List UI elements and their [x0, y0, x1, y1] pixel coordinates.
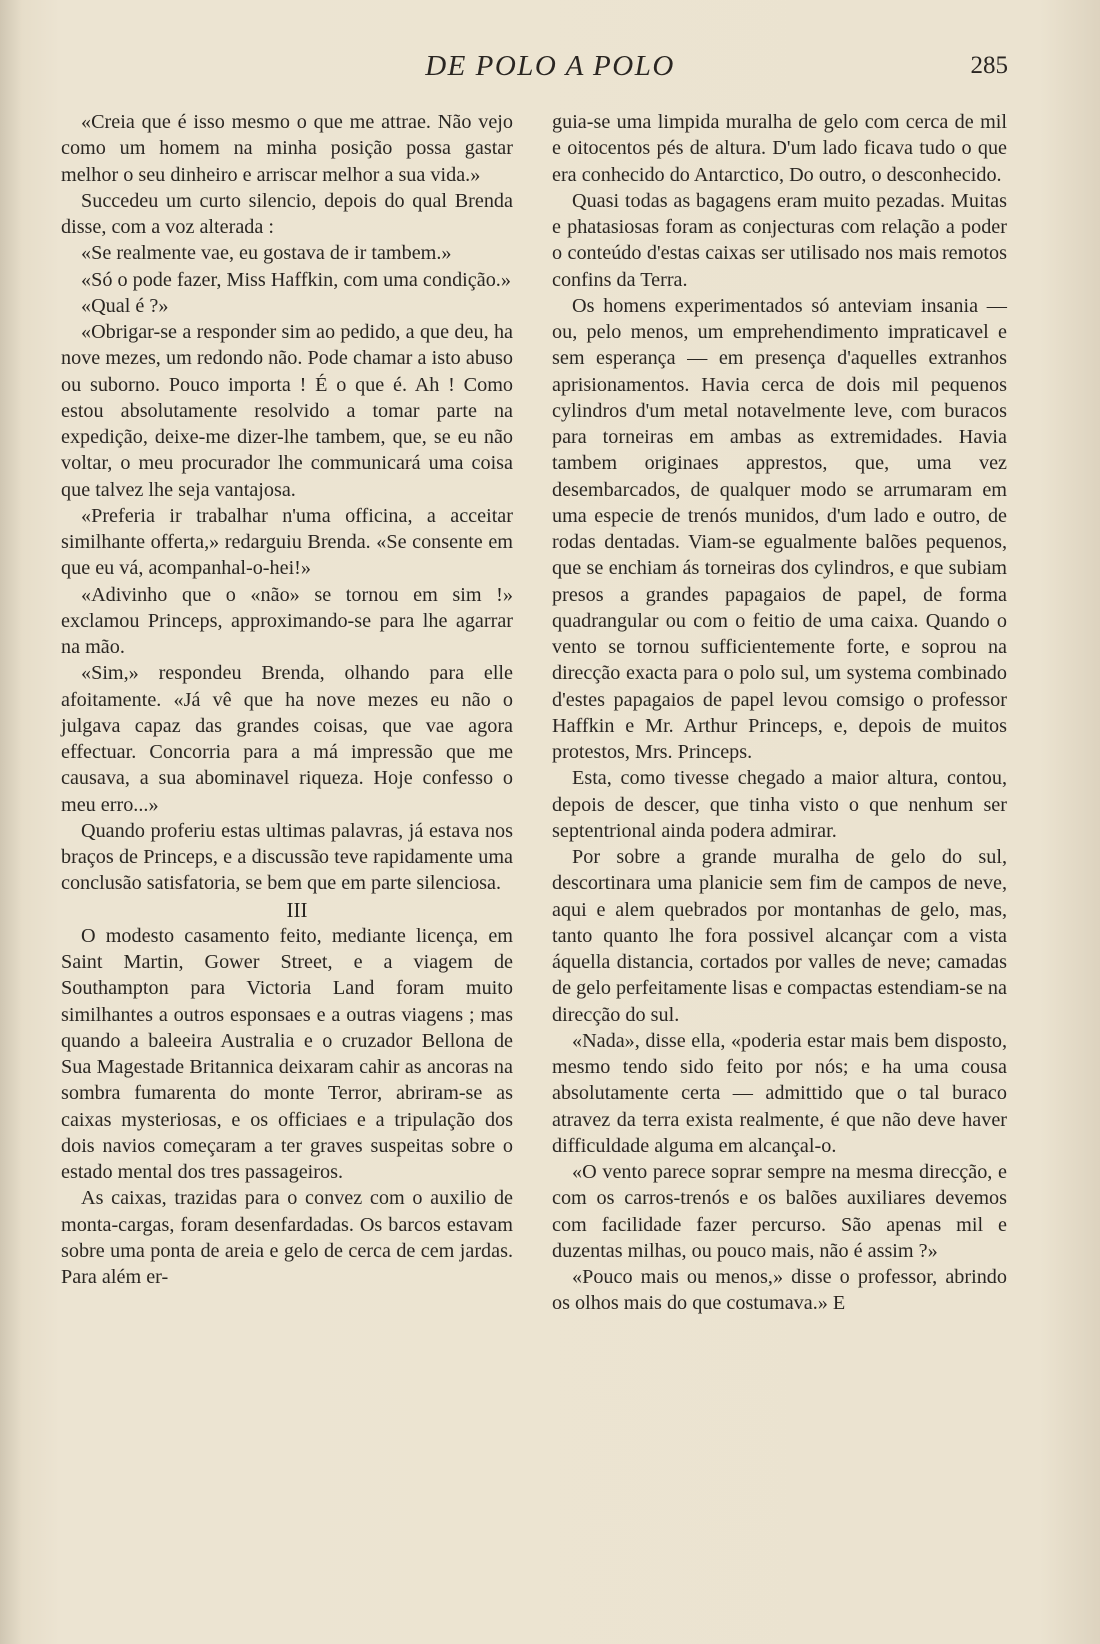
page-header	[0, 50, 1100, 90]
paragraph: Quasi todas as bagagens eram muito pezadas. Muitas e phatasiosas foram as conjecturas com relação a poder o conteúdo d'estas caixas ser utilisado nos mais remotos confins da Terra.	[552, 189, 1007, 291]
paragraph: As caixas, trazidas para o convez com o auxilio de monta-cargas, foram desenfardadas. Os barcos estavam sobre uma ponta de areia e gelo de cerca de cem jardas. Para além er-	[61, 1187, 513, 1288]
page-number: 285	[970, 52, 1008, 79]
paragraph: «Só o pode fazer, Miss Haffkin, com uma condição.»	[81, 268, 511, 291]
paragraph: Esta, como tivesse chegado a maior altura, contou, depois de descer, que tinha visto o que nenhum ser septentrional ainda podera admirar.	[552, 767, 1007, 842]
paragraph: «Sim,» respondeu Brenda, olhando para elle afoitamente. «Já vê que ha nove mezes eu não o julgava capaz das grandes coisas, que vae agora effectuar. Concorria para a má impressão que me causava, a sua abominavel riqueza. Hoje confesso o meu erro...»	[61, 662, 513, 816]
paragraph: O modesto casamento feito, mediante licença, em Saint Martin, Gower Street, e a viagem de Southampton para Victoria Land foram muito similhantes a outros esponsaes e a outras viagens ; mas quando a baleeira Australia e o cruzador Bellona de Sua Magestade Britannica deixaram cahir as ancoras na sombra fumarenta do monte Terror, abriram-se as caixas mysteriosas, e os officiaes e a tripulação dos dois navios começaram a ter graves suspeitas sobre o estado mental dos tres passageiros.	[61, 924, 513, 1183]
left-column	[61, 109, 513, 1290]
section-heading: III	[286, 897, 308, 922]
right-column	[552, 109, 1007, 1317]
paragraph: Quando proferiu estas ultimas palavras, já estava nos braços de Princeps, e a discussão teve rapidamente uma conclusão satisfatoria, se bem que em parte silenciosa.	[61, 819, 513, 895]
paragraph: Os homens experimentados só anteviam insania — ou, pelo menos, um emprehendimento impraticavel e sem esperança — em presença d'aquelles extranhos aprisionamentos. Havia cerca de dois mil pequenos cylindros d'um metal notavelmente leve, com buracos para torneiras em ambas as extremidades. Havia tambem originaes apprestos, que, uma vez desembarcados, de qualquer modo se arrumaram em uma especie de trenós munidos, d'um lado e outro, de rodas dentadas. Viam-se egualmente balões pequenos, que se enchiam ás torneiras dos cylindros, e que subiam presos a grandes papagaios de papel, de forma quadrangular ou com o feitio de uma caixa. Quando o vento se tornou sufficientemente forte, e soprou na direcção exacta para o polo sul, um systema combinado d'estes papagaios de papel levou comsigo o professor Haffkin e Mr. Arthur Princeps, e, depois de muitos protestos, Mrs. Princeps.	[552, 294, 1007, 763]
paragraph: «Creia que é isso mesmo o que me attrae. Não vejo como um homem na minha posição possa gastar melhor o seu dinheiro e arriscar melhor a sua vida.»	[61, 111, 513, 186]
paragraph: «Se realmente vae, eu gostava de ir tambem.»	[81, 242, 452, 265]
paragraph: «O vento parece soprar sempre na mesma direcção, e com os carros-trenós e os balões auxiliares devemos com facilidade fazer percurso. São apenas mil e duzentas milhas, ou pouco mais, não é assim ?»	[552, 1161, 1007, 1262]
paragraph: «Preferia ir trabalhar n'uma officina, a acceitar similhante offerta,» redarguiu Brenda. «Se consente em que eu vá, acompanhal-o-hei!»	[61, 504, 513, 580]
paragraph: «Obrigar-se a responder sim ao pedido, a que deu, ha nove mezes, um redondo não. Pode chamar a isto abuso ou suborno. Pouco importa ! É o que é. Ah ! Como estou absolutamente resolvido a tomar parte na expedição, deixe-me dizer-lhe tambem, que, se eu não voltar, o meu procurador lhe communicará uma coisa que talvez lhe seja vantajosa.	[61, 321, 513, 501]
paragraph: Succedeu um curto silencio, depois do qual Brenda disse, com a voz alterada :	[61, 189, 513, 238]
paragraph: «Adivinho que o «não» se tornou em sim !» exclamou Princeps, approximando-se para lhe agarrar na mão.	[61, 583, 513, 658]
paragraph: «Pouco mais ou menos,» disse o professor, abrindo os olhos mais do que costumava.» E	[552, 1266, 1007, 1315]
paragraph: guia-se uma limpida muralha de gelo com cerca de mil e oitocentos pés de altura. D'um lado ficava tudo o que era conhecido do Antarctico, Do outro, o desconhecido.	[552, 111, 1007, 186]
paragraph: «Qual é ?»	[81, 294, 169, 317]
paragraph: «Nada», disse ella, «poderia estar mais bem disposto, mesmo tendo sido feito por nós; e ha uma cousa absolutamente certa — admittido que o tal buraco atravez da terra exista realmente, é que não deve haver difficuldade alguma em alcançal-o.	[552, 1029, 1007, 1157]
running-title: DE POLO A POLO	[425, 50, 675, 82]
paragraph: Por sobre a grande muralha de gelo do sul, descortinara uma planicie sem fim de campos de neve, aqui e alem quebrados por montanhas de gelo, mas, tanto quanto lhe fora possivel alcançar com a vista áquella distancia, cortados por valles de neve; camadas de gelo perfeitamente lisas e compactas estendiam-se na direcção do sul.	[552, 846, 1007, 1026]
